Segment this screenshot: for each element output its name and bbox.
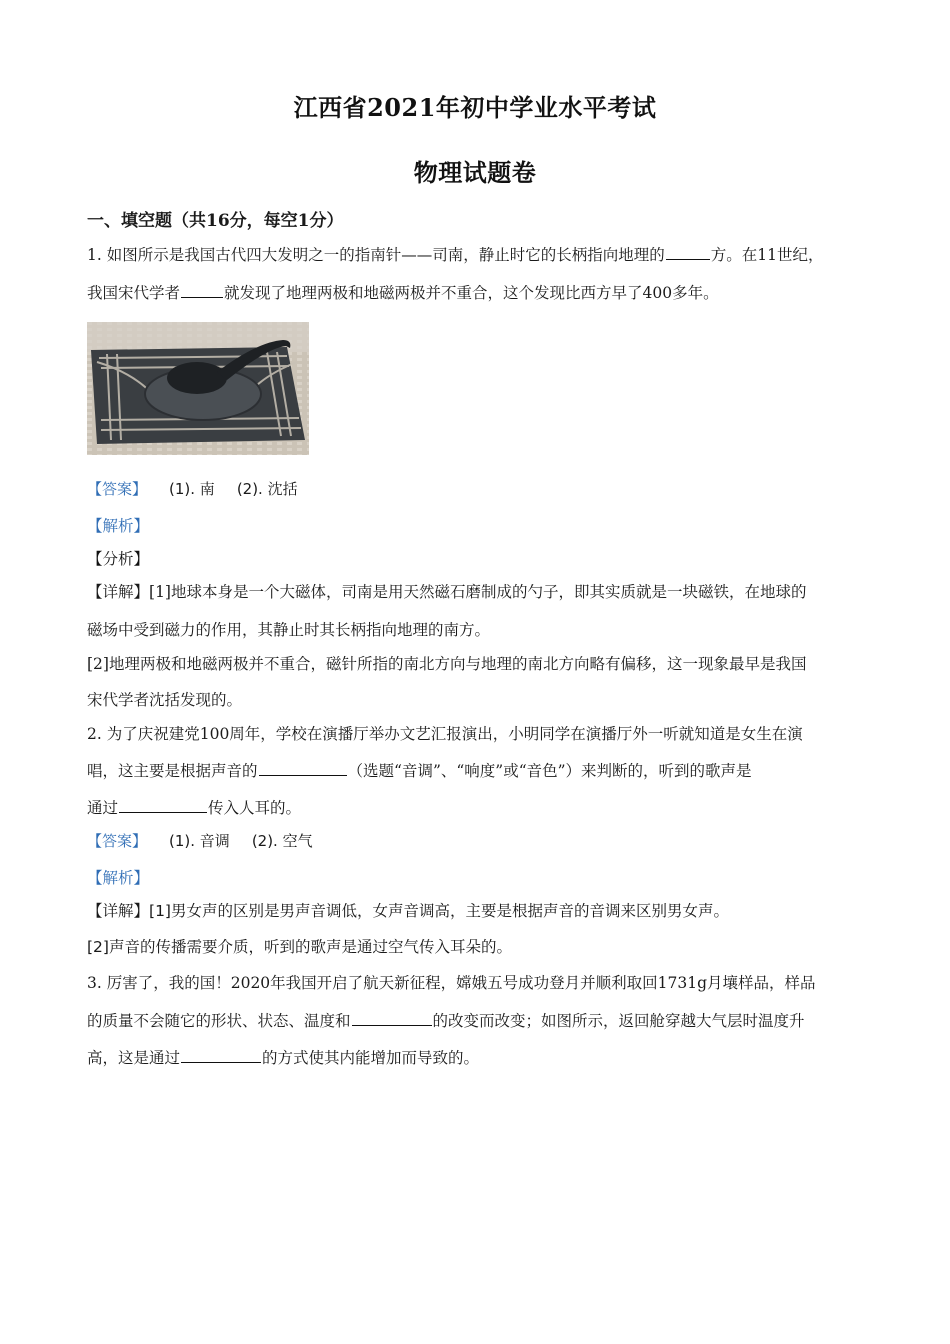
page-title: 江西省2021年初中学业水平考试 xyxy=(293,93,657,122)
q2-detail-1 xyxy=(87,899,729,921)
answer-blank xyxy=(181,1047,261,1064)
q1-line-1 xyxy=(87,243,823,265)
q1-text: 1. 如图所示是我国古代四大发明之一的指南针——司南，静止时它的长柄指向地理的 xyxy=(87,246,665,264)
answer-blank xyxy=(259,760,347,777)
answer-blank xyxy=(181,282,223,299)
q2-text: 通过 xyxy=(87,799,119,817)
q3-line-1: 3. 厉害了，我的国！2020年我国开启了航天新征程，嫦娥五号成功登月并顺利取回1731g月壤样品，样品 xyxy=(87,974,816,992)
q1-detail-2a: [2]地理两极和地磁两极并不重合，磁针所指的南北方向与地理的南北方向略有偏移，这一现象最早是我国 xyxy=(87,655,807,673)
q1-detail-1a xyxy=(87,580,806,602)
q2-line-1: 2. 为了庆祝建党100周年，学校在演播厅举办文艺汇报演出，小明同学在演播厅外一听就知道是女生在演 xyxy=(87,725,803,743)
q3-text: 的方式使其内能增加而导致的。 xyxy=(262,1049,480,1067)
q2-text: 传入人耳的。 xyxy=(208,799,302,817)
q3-line-2 xyxy=(87,1009,805,1031)
answer-blank xyxy=(352,1010,432,1027)
fenxi-label: 【分析】 xyxy=(87,550,150,568)
analysis-label: 【解析】 xyxy=(87,517,150,535)
q1-analysis xyxy=(87,514,149,536)
q2-text: （选题“音调”、“响度”或“音色”）来判断的，听到的歌声是 xyxy=(347,762,752,780)
detail-label: 【详解】 xyxy=(87,583,150,601)
detail-text: [1]男女声的区别是男声音调低，女声音调高，主要是根据声音的音调来区别男女声。 xyxy=(149,902,729,920)
answer-blank xyxy=(119,797,207,814)
page-subtitle: 物理试题卷 xyxy=(413,158,537,187)
q2-line-2 xyxy=(87,759,752,781)
q3-text: 的质量不会随它的形状、状态、温度和 xyxy=(87,1012,351,1030)
answer-label: 【答案】 xyxy=(87,832,148,850)
sinan-compass-icon xyxy=(87,322,309,455)
q1-text: 就发现了地理两极和地磁两极并不重合，这个发现比西方早了400多年。 xyxy=(224,284,719,302)
answer-item: (1). 音调 xyxy=(169,832,230,850)
answer-label: 【答案】 xyxy=(87,480,148,498)
analysis-label: 【解析】 xyxy=(87,869,150,887)
section-heading: 一、填空题（共16分，每空1分） xyxy=(87,211,344,231)
q2-line-3 xyxy=(87,796,301,818)
detail-label: 【详解】 xyxy=(87,902,150,920)
answer-blank xyxy=(666,244,710,261)
sinan-compass-image xyxy=(87,322,309,455)
q3-line-3 xyxy=(87,1046,479,1068)
q1-text: 我国宋代学者 xyxy=(87,284,181,302)
q1-detail-1b: 磁场中受到磁力的作用，其静止时其长柄指向地理的南方。 xyxy=(87,621,491,639)
q2-detail-2: [2]声音的传播需要介质，听到的歌声是通过空气传入耳朵的。 xyxy=(87,938,512,956)
answer-item: (2). 空气 xyxy=(251,832,313,850)
q1-answer xyxy=(87,478,298,499)
q1-fenxi xyxy=(87,547,149,569)
answer-item: (1). 南 xyxy=(169,480,215,498)
q2-analysis xyxy=(87,866,149,888)
q3-text: 的改变而改变；如图所示，返回舱穿越大气层时温度升 xyxy=(432,1012,805,1030)
q1-detail-2b: 宋代学者沈括发现的。 xyxy=(87,691,243,709)
q1-text: 方。在11世纪， xyxy=(710,246,824,264)
q3-text: 高，这是通过 xyxy=(87,1049,181,1067)
q2-text: 唱，这主要是根据声音的 xyxy=(87,762,258,780)
q2-answer xyxy=(87,830,313,851)
answer-item: (2). 沈括 xyxy=(236,480,298,498)
detail-text: [1]地球本身是一个大磁体，司南是用天然磁石磨制成的勺子，即其实质就是一块磁铁，在地球的 xyxy=(149,583,807,601)
q1-line-2 xyxy=(87,281,719,303)
